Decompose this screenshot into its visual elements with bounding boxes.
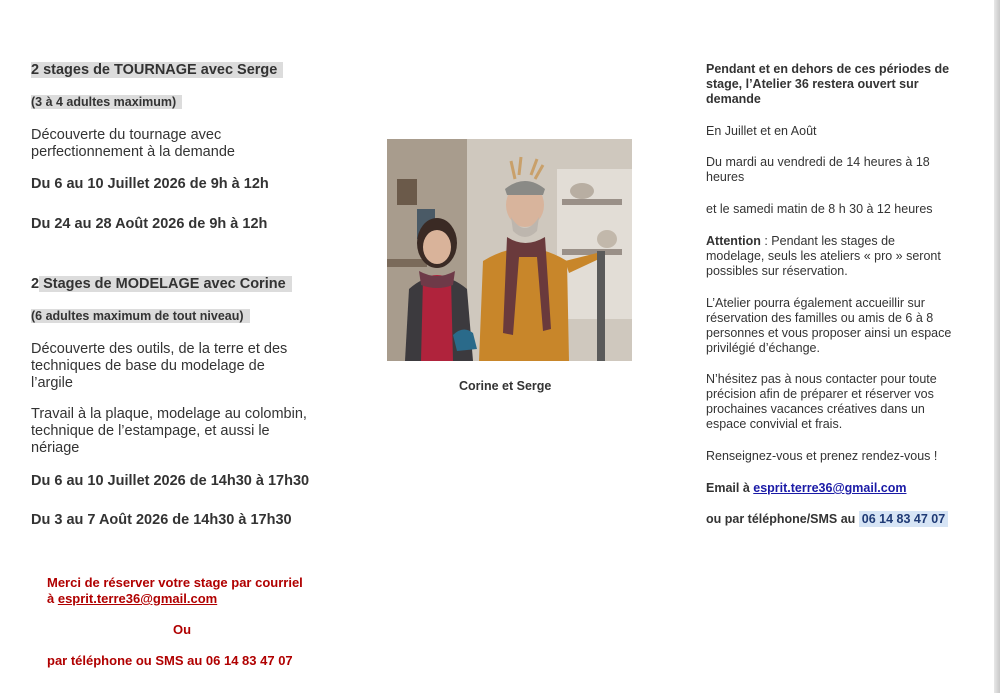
- modelage-date-1: Du 6 au 10 Juillet 2026 de 14h30 à 17h30: [31, 473, 310, 489]
- right-email-link[interactable]: esprit.terre36@gmail.com: [753, 481, 907, 495]
- attention-note: Attention : Pendant les stages de modelage, seuls les ateliers « pro » seront possibles sur réservation.: [706, 234, 941, 278]
- summer-line: En Juillet et en Août: [706, 124, 817, 138]
- modelage-heading: 2 Stages de MODELAGE avec Corine: [31, 276, 292, 293]
- families-note: L’Atelier pourra également accueillir sur réservation des familles ou amis de 6 à 8 personnes et vous proposer ainsi un espace privilégié d’échange.: [706, 296, 952, 355]
- attention-label: Attention: [706, 234, 761, 248]
- reservation-line-1: Merci de réserver votre stage par courriel: [47, 575, 303, 590]
- page-edge: [994, 0, 1000, 693]
- hours-saturday: et le samedi matin de 8 h 30 à 12 heures: [706, 202, 933, 216]
- reservation-ou: Ou: [172, 622, 192, 637]
- phone-number[interactable]: 06 14 83 47 07: [859, 511, 948, 527]
- tournage-heading: 2 stages de TOURNAGE avec Serge: [31, 62, 283, 79]
- reservation-block: [47, 575, 327, 668]
- modelage-description-1: Découverte des outils, de la terre et des techniques de base du modelage de l’argile: [31, 341, 288, 391]
- tournage-description: Découverte du tournage avec perfectionnement à la demande: [31, 127, 235, 160]
- reservation-email-link[interactable]: esprit.terre36@gmail.com: [57, 591, 218, 606]
- modelage-subheading: (6 adultes maximum de tout niveau): [31, 309, 250, 324]
- tournage-subheading: (3 à 4 adultes maximum): [31, 95, 182, 110]
- modelage-description-2: Travail à la plaque, modelage au colombin, technique de l’estampage, et aussi le nériage: [31, 406, 307, 456]
- modelage-date-2: Du 3 au 7 Août 2026 de 14h30 à 17h30: [31, 512, 292, 528]
- reservation-phone-line: par téléphone ou SMS au 06 14 83 47 07: [47, 653, 293, 668]
- tournage-date-2: Du 24 au 28 Août 2026 de 9h à 12h: [31, 216, 268, 232]
- reservation-email-line: à esprit.terre36@gmail.com: [47, 591, 218, 606]
- photo-caption: Corine et Serge: [459, 379, 552, 393]
- phone-line: ou par téléphone/SMS au 06 14 83 47 07: [706, 512, 948, 527]
- contact-note: N’hésitez pas à nous contacter pour toute précision afin de préparer et réserver vos prochaines vacances créatives dans un espace convivial et frais.: [706, 372, 937, 431]
- email-line: Email à esprit.terre36@gmail.com: [706, 481, 907, 495]
- rdv-line: Renseignez-vous et prenez rendez-vous !: [706, 449, 938, 463]
- photo-corine-serge: [387, 139, 632, 361]
- tournage-date-1: Du 6 au 10 Juillet 2026 de 9h à 12h: [31, 176, 269, 192]
- hours-weekdays: Du mardi au vendredi de 14 heures à 18 heures: [706, 155, 930, 184]
- right-intro: Pendant et en dehors de ces périodes de stage, l’Atelier 36 restera ouvert sur demande: [706, 62, 950, 106]
